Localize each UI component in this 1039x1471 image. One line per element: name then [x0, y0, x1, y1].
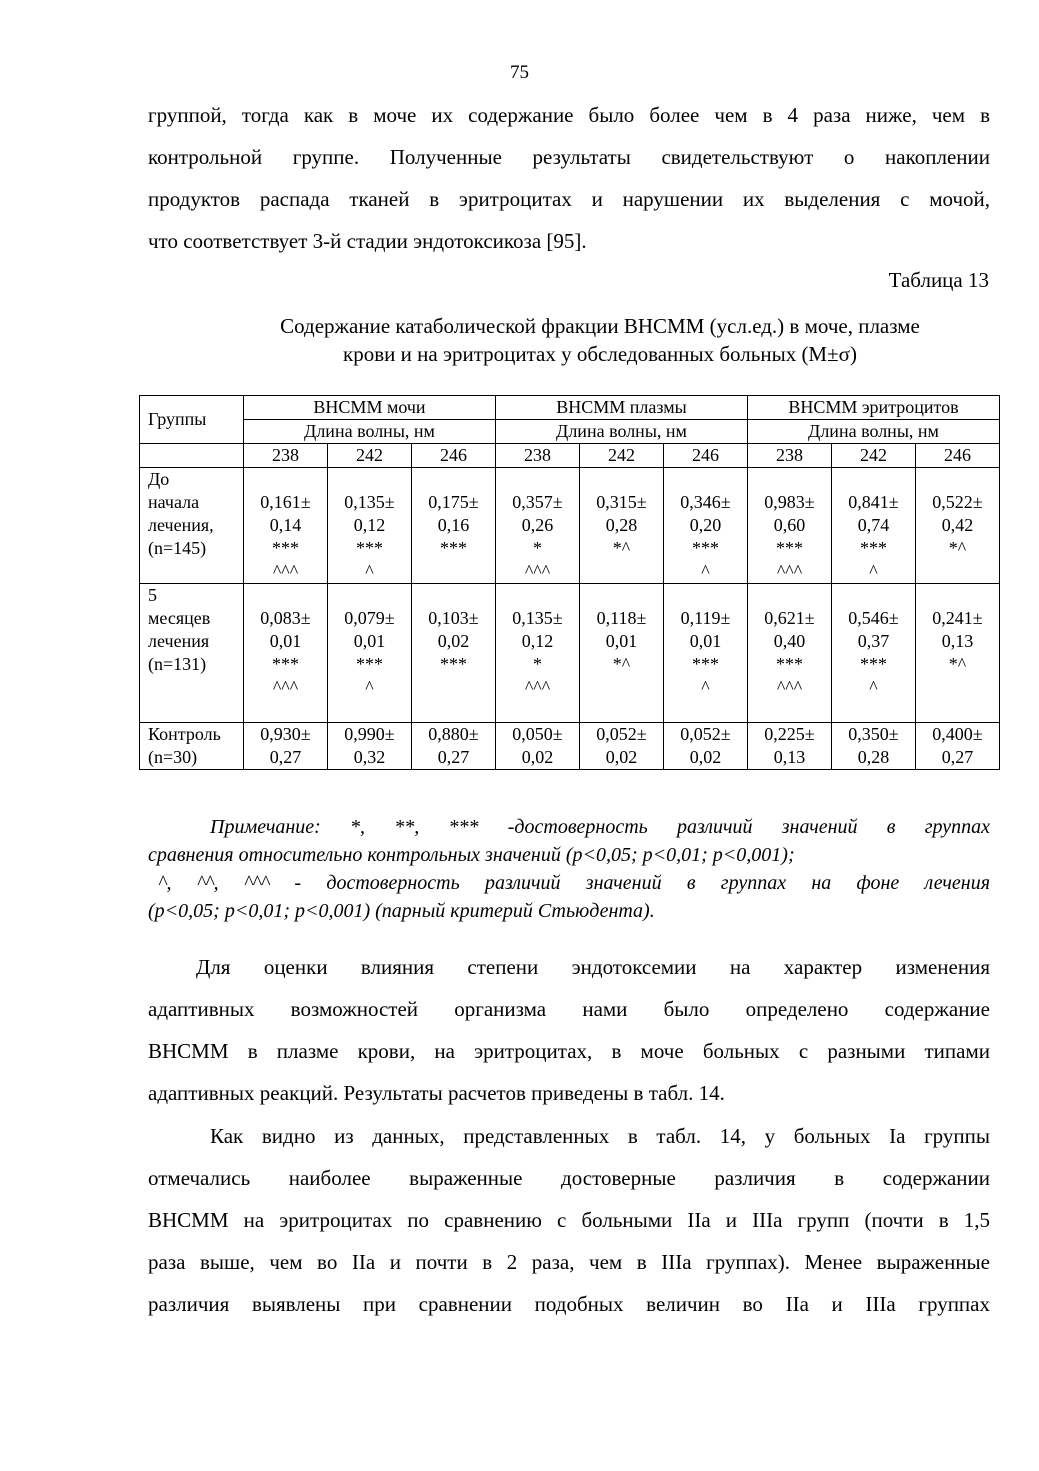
note-line: сравнения относительно контрольных значений (p<0,05; p<0,01; p<0,001);: [148, 844, 795, 866]
significance-marker: ***: [860, 538, 887, 558]
group-label-line: Контроль: [148, 724, 221, 744]
wavelength-header: Длина волны, нм: [748, 420, 1000, 444]
group-label-line: лечения,: [148, 515, 214, 535]
table-label: Таблица 13: [888, 268, 989, 292]
significance-marker: [920, 676, 995, 699]
text-line: ВНСММ в плазме крови, на эритроцитах, в моче больных с разными типами: [148, 1039, 990, 1063]
significance-marker: ***: [440, 654, 467, 674]
value-line: 0,135±: [512, 608, 563, 628]
value-line: 0,052±: [680, 724, 731, 744]
value-line: 0,175±: [428, 492, 479, 512]
value-cell: [580, 723, 664, 770]
value-cell: [328, 468, 412, 584]
value-line: 0,16: [437, 515, 470, 535]
text-line: Как видно из данных, представленных в табл. 14, у больных Iа группы: [210, 1124, 990, 1148]
value-cell: [580, 584, 664, 723]
value-cell: [244, 723, 328, 770]
cell-spacer: [668, 699, 743, 722]
table-row: [140, 468, 1000, 584]
group-cell: [140, 723, 244, 770]
wavelength-cell: 238: [748, 444, 832, 468]
caption-line: крови и на эритроцитах у обследованных больных (M±σ): [343, 342, 857, 366]
wavelength-cell: 238: [496, 444, 580, 468]
wavelength-cell: 242: [832, 444, 916, 468]
value-line: 0,74: [857, 515, 890, 535]
value-cell: [412, 468, 496, 584]
wavelength-cell: 242: [328, 444, 412, 468]
group-label-line: (n=30): [148, 747, 198, 767]
value-cell: [496, 584, 580, 723]
significance-marker: ^^^: [524, 561, 551, 581]
value-line: 0,990±: [344, 724, 395, 744]
value-cell: [328, 723, 412, 770]
group-label-line: 5: [148, 585, 157, 605]
cell-spacer: [248, 699, 323, 722]
cell-spacer: [752, 699, 827, 722]
cell-spacer: [332, 699, 407, 722]
value-cell: [664, 468, 748, 584]
significance-marker: ^: [701, 677, 710, 697]
significance-marker: ^: [365, 561, 374, 581]
value-line: 0,20: [689, 515, 722, 535]
value-cell: [412, 723, 496, 770]
empty-cell: [140, 444, 244, 468]
significance-marker: ***: [440, 538, 467, 558]
value-line: 0,14: [269, 515, 302, 535]
value-line: 0,02: [521, 747, 554, 767]
value-cell: [832, 584, 916, 723]
cell-spacer: [836, 699, 911, 722]
value-cell: [916, 584, 1000, 723]
text-line: адаптивных возможностей организма нами было определено содержание: [148, 997, 990, 1021]
value-line: 0,522±: [932, 492, 983, 512]
wavelength-cell: 246: [916, 444, 1000, 468]
significance-marker: [416, 560, 491, 583]
value-cell: [412, 584, 496, 723]
value-line: 0,27: [437, 747, 470, 767]
significance-marker: *^: [612, 654, 631, 674]
value-line: 0,01: [605, 631, 638, 651]
value-cell: [832, 723, 916, 770]
value-line: 0,28: [605, 515, 638, 535]
significance-marker: ***: [692, 538, 719, 558]
text-line: различия выявлены при сравнении подобных величин во IIа и IIIа группах: [148, 1292, 990, 1316]
significance-marker: [584, 676, 659, 699]
note-line: Примечание: *, **, *** -достоверность различий значений в группах: [210, 816, 990, 838]
significance-marker: ^: [869, 561, 878, 581]
value-cell: [916, 723, 1000, 770]
value-line: 0,02: [689, 747, 722, 767]
section-header: ВНСММ эритроцитов: [748, 396, 1000, 420]
value-line: 0,40: [773, 631, 806, 651]
caption-line: Содержание катаболической фракции ВНСММ (усл.ед.) в моче, плазме: [280, 314, 920, 338]
text-line: продуктов распада тканей в эритроцитах и нарушении их выделения с мочой,: [148, 187, 990, 211]
significance-marker: ***: [272, 654, 299, 674]
text-line: что соответствует 3-й стадии эндотоксикоза [95].: [148, 229, 587, 253]
value-line: 0,983±: [764, 492, 815, 512]
text-line: Для оценки влияния степени эндотоксемии на характер изменения: [196, 955, 990, 979]
group-label-line: (n=131): [148, 654, 207, 674]
value-line: 0,161±: [260, 492, 311, 512]
value-line: 0,02: [437, 631, 470, 651]
table-note: [148, 813, 990, 925]
value-line: 0,13: [941, 631, 974, 651]
significance-marker: *^: [612, 538, 631, 558]
value-line: 0,621±: [764, 608, 815, 628]
value-line: 0,880±: [428, 724, 479, 744]
cell-spacer: [500, 699, 575, 722]
group-cell: [140, 468, 244, 584]
significance-marker: *: [533, 654, 542, 674]
significance-marker: ^^^: [272, 677, 299, 697]
data-table: [139, 395, 1000, 770]
wavelength-cell: 246: [664, 444, 748, 468]
value-line: 0,28: [857, 747, 890, 767]
value-line: 0,01: [689, 631, 722, 651]
text-line: адаптивных реакций. Результаты расчетов приведены в табл. 14.: [148, 1081, 725, 1105]
text-line: группой, тогда как в моче их содержание было более чем в 4 раза ниже, чем в: [148, 103, 990, 127]
significance-marker: *: [533, 538, 542, 558]
value-line: 0,01: [269, 631, 302, 651]
note-line: ^, ^^, ^^^ - достоверность различий значений в группах на фоне лечения: [158, 872, 990, 894]
value-line: 0,118±: [596, 608, 647, 628]
value-line: 0,083±: [260, 608, 311, 628]
value-line: 0,315±: [596, 492, 647, 512]
value-line: 0,241±: [932, 608, 983, 628]
value-cell: [832, 468, 916, 584]
group-label-line: начала: [148, 492, 200, 512]
wavelength-row: [140, 444, 1000, 468]
value-cell: [664, 584, 748, 723]
text-line: ВНСММ на эритроцитах по сравнению с больными IIа и IIIа групп (почти в 1,5: [148, 1208, 990, 1232]
section-header: ВНСММ плазмы: [496, 396, 748, 420]
value-cell: [748, 723, 832, 770]
value-line: 0,02: [605, 747, 638, 767]
value-line: 0,050±: [512, 724, 563, 744]
group-header: Группы: [140, 396, 244, 444]
wavelength-cell: 238: [244, 444, 328, 468]
significance-marker: *^: [948, 654, 967, 674]
table-row: [140, 584, 1000, 723]
value-line: 0,01: [353, 631, 386, 651]
wavelength-cell: 242: [580, 444, 664, 468]
value-line: 0,12: [521, 631, 554, 651]
group-label-line: (n=145): [148, 538, 207, 558]
text-line: отмечались наиболее выраженные достоверные различия в содержании: [148, 1166, 990, 1190]
value-line: 0,37: [857, 631, 890, 651]
value-line: 0,079±: [344, 608, 395, 628]
value-cell: [664, 723, 748, 770]
significance-marker: [920, 560, 995, 583]
significance-marker: [584, 560, 659, 583]
significance-marker: ***: [356, 538, 383, 558]
value-line: 0,119±: [680, 608, 731, 628]
value-cell: [328, 584, 412, 723]
value-line: 0,930±: [260, 724, 311, 744]
value-line: 0,841±: [848, 492, 899, 512]
value-line: 0,27: [269, 747, 302, 767]
significance-marker: ^^^: [524, 677, 551, 697]
significance-marker: *^: [948, 538, 967, 558]
significance-marker: ***: [356, 654, 383, 674]
wavelength-header: Длина волны, нм: [244, 420, 496, 444]
significance-marker: ***: [776, 654, 803, 674]
significance-marker: ***: [692, 654, 719, 674]
significance-marker: ^: [869, 677, 878, 697]
note-line: (p<0,05; p<0,01; p<0,001) (парный критерий Стьюдента).: [148, 900, 655, 922]
paragraph-1: [148, 94, 990, 262]
value-line: 0,42: [941, 515, 974, 535]
value-cell: [496, 468, 580, 584]
significance-marker: ^^^: [776, 561, 803, 581]
wavelength-cell: 246: [412, 444, 496, 468]
page-number: 75: [510, 62, 529, 83]
value-line: 0,357±: [512, 492, 563, 512]
value-cell: [580, 468, 664, 584]
value-line: 0,60: [773, 515, 806, 535]
table-row: [140, 723, 1000, 770]
value-line: 0,052±: [596, 724, 647, 744]
value-cell: [748, 584, 832, 723]
value-line: 0,400±: [932, 724, 983, 744]
value-cell: [244, 468, 328, 584]
text-line: контрольной группе. Полученные результаты свидетельствуют о накоплении: [148, 145, 990, 169]
group-label-line: До: [148, 469, 170, 489]
cell-spacer: [584, 699, 659, 722]
significance-marker: ***: [776, 538, 803, 558]
group-label-line: лечения: [148, 631, 210, 651]
value-line: 0,350±: [848, 724, 899, 744]
value-cell: [496, 723, 580, 770]
value-cell: [244, 584, 328, 723]
value-line: 0,26: [521, 515, 554, 535]
value-cell: [916, 468, 1000, 584]
value-line: 0,225±: [764, 724, 815, 744]
group-cell: [140, 584, 244, 723]
wavelength-header: Длина волны, нм: [496, 420, 748, 444]
value-line: 0,103±: [428, 608, 479, 628]
text-line: раза выше, чем во IIа и почти в 2 раза, чем в IIIа группах). Менее выраженные: [148, 1250, 990, 1274]
paragraph-2: [148, 946, 990, 1114]
significance-marker: ^^^: [776, 677, 803, 697]
significance-marker: [416, 676, 491, 699]
value-line: 0,346±: [680, 492, 731, 512]
table-caption: [150, 312, 1039, 368]
value-line: 0,13: [773, 747, 806, 767]
significance-marker: ***: [272, 538, 299, 558]
value-line: 0,546±: [848, 608, 899, 628]
significance-marker: ^: [701, 561, 710, 581]
cell-spacer: [416, 699, 491, 722]
value-line: 0,12: [353, 515, 386, 535]
group-label-line: месяцев: [148, 608, 211, 628]
significance-marker: ***: [860, 654, 887, 674]
value-cell: [748, 468, 832, 584]
cell-spacer: [920, 699, 995, 722]
value-line: 0,27: [941, 747, 974, 767]
significance-marker: ^^^: [272, 561, 299, 581]
paragraph-3: [148, 1115, 990, 1325]
value-line: 0,135±: [344, 492, 395, 512]
value-line: 0,32: [353, 747, 386, 767]
section-header: ВНСММ мочи: [244, 396, 496, 420]
significance-marker: ^: [365, 677, 374, 697]
